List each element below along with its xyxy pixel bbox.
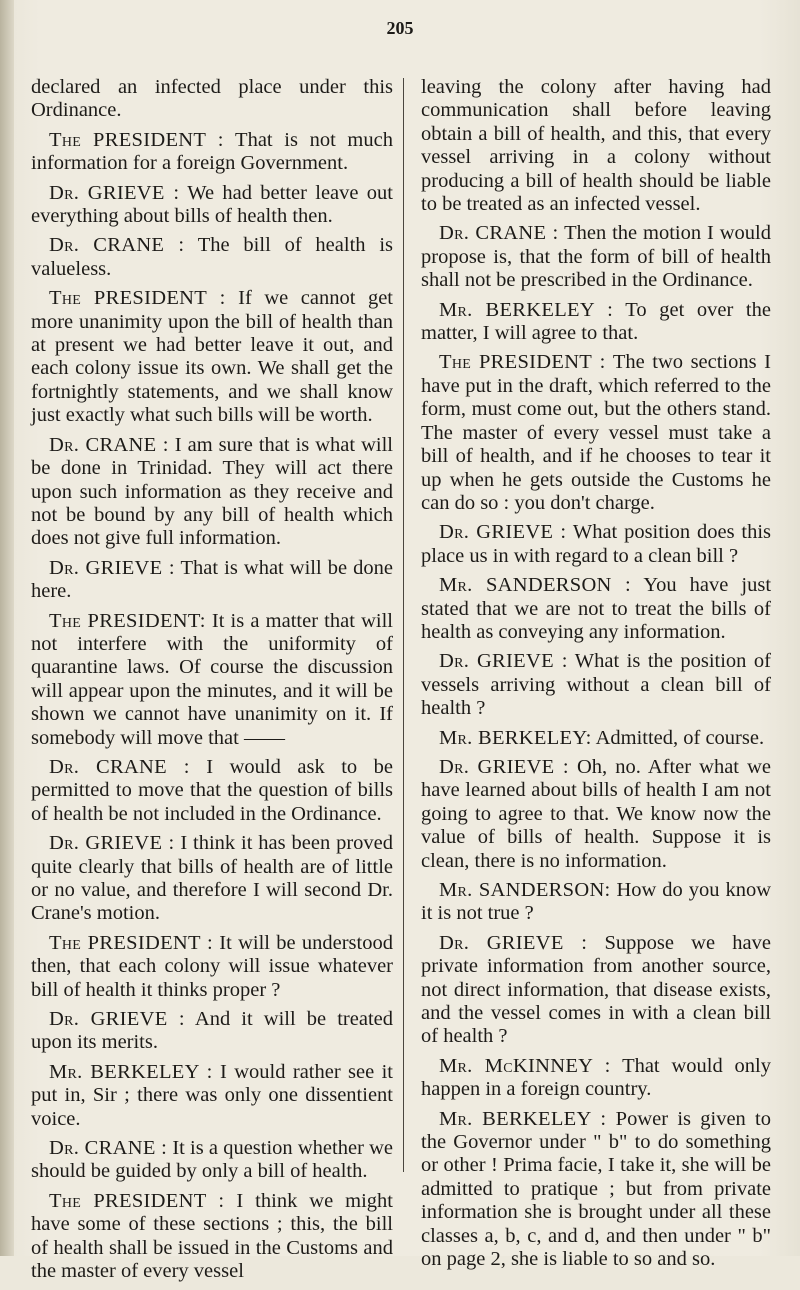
paragraph-text: If we cannot get more unanimity upon the bill of health than at present we had better leave it out, and each colony issue its own. We shall get the fortnightly statements, and we shall know just exactly what such bills will be worth. bbox=[31, 287, 393, 427]
paragraph bbox=[31, 1061, 393, 1131]
paragraph bbox=[421, 1055, 771, 1102]
speaker-name: Dr. CRANE : bbox=[49, 1137, 168, 1160]
paragraph-text: The bill of health is valueless. bbox=[31, 234, 393, 280]
paragraph-text: Oh, no. After what we have learned about bills of health I am not going to agree to that. We know now the value of bills of health. Suppose it is clean, there is no information. bbox=[421, 755, 771, 872]
speaker-name: Dr. CRANE : bbox=[439, 222, 559, 245]
speaker-name: Dr. GRIEVE : bbox=[49, 832, 175, 855]
paragraph bbox=[31, 756, 393, 826]
paragraph-text: declared an infected place under this Ordinance. bbox=[31, 76, 393, 122]
paragraph-text: I think we might have some of these sections ; this, the bill of health shall be issued in the Customs and the master of every vessel bbox=[31, 1189, 393, 1283]
column-divider bbox=[403, 78, 404, 1172]
paragraph bbox=[31, 234, 393, 281]
paragraph bbox=[421, 879, 771, 926]
paragraph bbox=[31, 557, 393, 604]
paragraph-text: What position does this place us in with regard to a clean bill ? bbox=[421, 521, 771, 567]
speaker-name: Dr. GRIEVE : bbox=[439, 755, 569, 778]
speaker-name: Mr. BERKELEY : bbox=[439, 1107, 607, 1130]
speaker-name: Dr. GRIEVE : bbox=[439, 931, 588, 954]
speaker-name: Dr. GRIEVE : bbox=[49, 181, 180, 204]
speaker-name: The PRESIDENT : bbox=[49, 931, 214, 954]
paragraph bbox=[31, 76, 393, 123]
paragraph-text: I think it has been proved quite clearly that bills of health are of little or no value, and therefore I will second Dr. Crane's motion. bbox=[31, 832, 394, 925]
paragraph-text: Then the motion I would propose is, that the form of bill of health shall not be prescribed in the Ordinance. bbox=[421, 222, 771, 292]
speaker-name: Dr. GRIEVE : bbox=[49, 1008, 185, 1031]
paragraph bbox=[421, 574, 771, 644]
speaker-name: Dr. GRIEVE : bbox=[49, 556, 175, 579]
paragraph bbox=[421, 521, 771, 568]
paragraph bbox=[31, 287, 393, 427]
paragraph-text: The two sections I have put in the draft, which referred to the form, must come out, but the others stand. The master of every vessel must take a bill of health, and if he chooses to tear it up when he gets outside the Customs he can do so : you don't charge. bbox=[421, 351, 771, 514]
page-number: 205 bbox=[386, 18, 414, 38]
speaker-name: Mr. BERKELEY: bbox=[439, 726, 592, 749]
paragraph-text: I would ask to be permitted to move that the question of bills of health be not included in the Ordinance. bbox=[31, 755, 393, 825]
speaker-name: Dr. GRIEVE : bbox=[439, 650, 568, 673]
speaker-name: The PRESIDENT: bbox=[49, 609, 206, 632]
paragraph-text: It is a question whether we should be guided by only a bill of health. bbox=[31, 1137, 393, 1183]
speaker-name: Mr. SANDERSON: bbox=[439, 879, 611, 901]
paragraph-text: We had better leave out everything about bills of health then. bbox=[31, 181, 393, 228]
speaker-name: Dr. CRANE : bbox=[49, 433, 169, 456]
right-column bbox=[421, 76, 771, 1278]
speaker-name: The PRESIDENT : bbox=[439, 351, 606, 374]
paragraph bbox=[31, 610, 393, 750]
speaker-name: Dr. GRIEVE : bbox=[439, 521, 567, 544]
speaker-name: Dr. CRANE : bbox=[49, 234, 185, 257]
paragraph-text: It will be understood then, that each colony will issue whatever bill of health it thinks proper ? bbox=[31, 931, 393, 1001]
paragraph-text: What is the position of vessels arriving without a clean bill of health ? bbox=[421, 650, 771, 720]
paragraph bbox=[421, 351, 771, 515]
speaker-name: Dr. CRANE : bbox=[49, 755, 190, 778]
paragraph-text: You have just stated that we are not to treat the bills of health as conveying any information. bbox=[421, 574, 772, 643]
paragraph bbox=[421, 222, 771, 292]
book-spine-shadow bbox=[0, 0, 14, 1256]
paragraph bbox=[421, 932, 771, 1049]
paragraph-text: How do you know it is not true ? bbox=[421, 879, 772, 925]
speaker-name: Mr. SANDERSON : bbox=[439, 574, 632, 597]
paragraph-text: leaving the colony after having had communication shall before leaving obtain a bill of health, and this, that every vessel arriving in a colony without producing a bill of health should be liable to be treated as an infected vessel. bbox=[421, 76, 771, 216]
paragraph bbox=[31, 1137, 393, 1184]
paragraph-text: Admitted, of course. bbox=[591, 726, 765, 749]
paragraph bbox=[31, 182, 393, 229]
paragraph bbox=[421, 650, 771, 720]
paragraph bbox=[31, 434, 393, 551]
paragraph-text: I would rather see it put in, Sir ; there was only one dissentient voice. bbox=[31, 1060, 393, 1130]
paragraph bbox=[421, 76, 771, 216]
paragraph-text: That is not much information for a foreign Government. bbox=[31, 128, 393, 175]
paragraph bbox=[31, 129, 393, 176]
paragraph-text: I am sure that is what will be done in Trinidad. They will act there upon such information as they receive and not be bound by any bill of health which does not give full information. bbox=[31, 433, 393, 550]
speaker-name: Mr. BERKELEY : bbox=[49, 1060, 213, 1083]
paragraph bbox=[421, 727, 771, 750]
speaker-name: The PRESIDENT : bbox=[49, 128, 224, 151]
speaker-name: The PRESIDENT : bbox=[49, 287, 226, 310]
speaker-name: The PRESIDENT : bbox=[49, 1189, 225, 1212]
speaker-name: Mr. BERKELEY : bbox=[439, 298, 614, 321]
paragraph-text: That would only happen in a foreign country. bbox=[421, 1054, 771, 1101]
paragraph-text: Power is given to the Governor under " b" to do something or other ! Prima facie, I take it, she will be admitted to pratique ; but from private information she is brought under all these classes a, b, c, and d, and then under " b" on page 2, she is liable to so and so. bbox=[421, 1107, 772, 1271]
paragraph bbox=[31, 832, 393, 926]
paragraph bbox=[421, 756, 771, 873]
paragraph-text: It is a matter that will not interfere with the uniformity of quarantine laws. Of course the discussion will appear upon the minutes, and it will be shown we cannot have unanimity on it. If somebody will move that —— bbox=[31, 609, 393, 749]
paragraph-text: To get over the matter, I will agree to that. bbox=[421, 298, 771, 345]
paragraph bbox=[31, 1008, 393, 1055]
paragraph bbox=[421, 1108, 771, 1272]
paragraph bbox=[31, 932, 393, 1002]
paragraph-text: That is what will be done here. bbox=[31, 556, 394, 603]
paragraph-text: Suppose we have private information from another source, not direct information, that disease exists, and the vessel comes in with a clean bill of health ? bbox=[421, 931, 771, 1048]
paragraph bbox=[31, 1190, 393, 1284]
left-column bbox=[31, 76, 393, 1290]
paragraph-text: And it will be treated upon its merits. bbox=[31, 1008, 393, 1054]
paragraph bbox=[421, 299, 771, 346]
speaker-name: Mr. McKINNEY : bbox=[439, 1054, 611, 1077]
